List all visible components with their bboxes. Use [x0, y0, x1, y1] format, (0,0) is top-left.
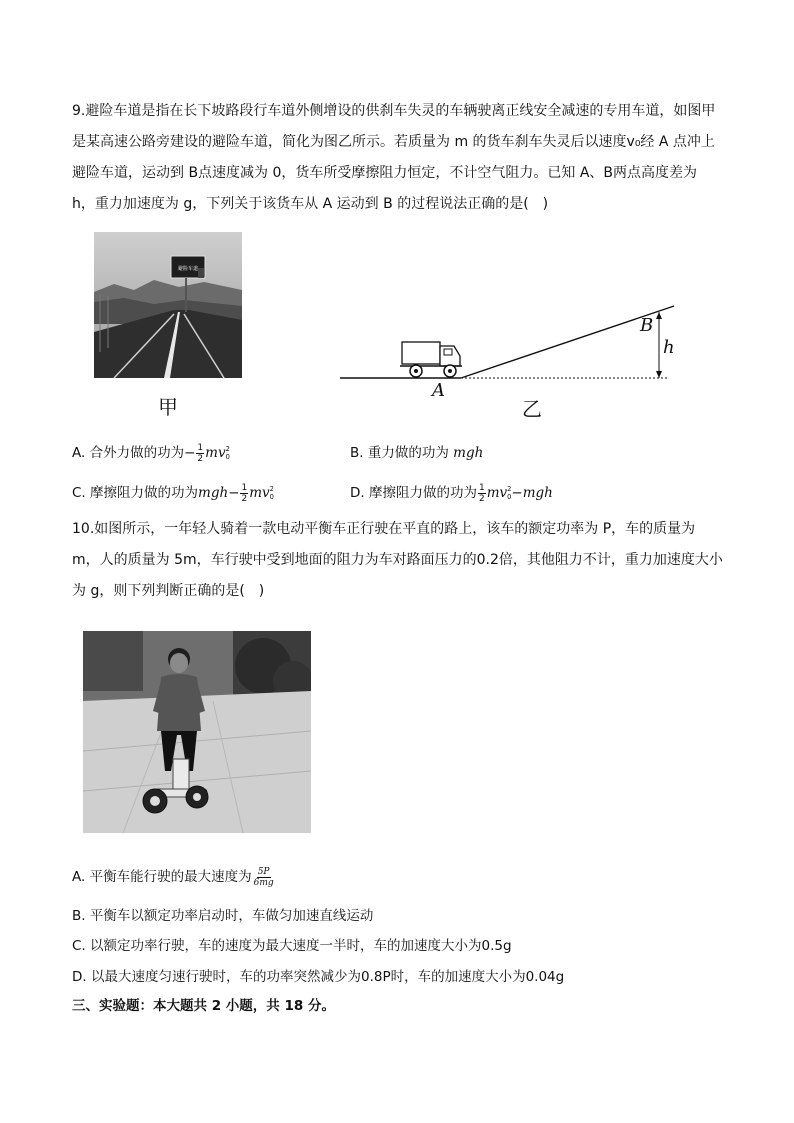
option-a-label: A. 平衡车能行驶的最大速度为	[72, 869, 252, 885]
option-d-label: D. 摩擦阻力做的功为	[350, 485, 477, 501]
option-a-label: A. 合外力做的功为	[72, 445, 185, 461]
math-mgh: mgh	[522, 485, 553, 501]
fraction: $\frac{1}{2}$	[241, 482, 248, 504]
minus-sign: −	[184, 445, 196, 461]
caption-yi: 乙	[522, 397, 542, 421]
label-b: B	[640, 315, 654, 336]
math-mv: mv	[486, 485, 508, 501]
caption-jia: 甲	[158, 395, 178, 419]
balance-scooter-photo	[83, 631, 311, 833]
minus-sign: −	[228, 485, 240, 501]
section-heading: 三、实验题：本大题共 2 小题，共 18 分。	[72, 998, 335, 1014]
q9-option-c[interactable]: C. 摩擦阻力做的功为mgh− $\frac{1}{2}$ mv 2 0	[72, 482, 274, 504]
question-9-stem: 9.避险车道是指在长下坡路段行车道外侧增设的供刹车失灵的车辆驶离正线安全减速的专用车道，如图甲是某高速公路旁建设的避险车道，简化为图乙所示。若质量为 m 的货车刹车失灵后以速度v₀经 A 点冲上避险车道，运动到 B点速度减为 0，货车所受摩擦阻力恒定，不计空气阻力。已知 A、B两点高度差为 h，重力加速度为 g，下列关于该货车从 A 运动到 B 的过程说法正确的是( )	[72, 103, 716, 212]
option-c-label: C. 摩擦阻力做的功为	[72, 485, 199, 501]
truck-icon	[400, 342, 462, 377]
q10-option-b[interactable]: B. 平衡车以额定功率启动时，车做匀加速直线运动	[72, 908, 374, 924]
q9-option-d[interactable]: D. 摩擦阻力做的功为 $\frac{1}{2}$ mv 2 0 −mgh	[350, 482, 553, 504]
q10-option-d[interactable]: D. 以最大速度匀速行驶时，车的功率突然减少为0.8P时，车的加速度大小为0.04g	[72, 969, 565, 985]
label-a: A	[432, 380, 445, 401]
math-mgh: mgh	[453, 445, 484, 461]
label-h: h	[663, 337, 675, 358]
option-b-label: B. 重力做的功为	[350, 445, 454, 461]
question-10-stem: 10.如图所示，一年轻人骑着一款电动平衡车正行驶在平直的路上，该车的额定功率为 P，车的质量为 m，人的质量为 5m，车行驶中受到地面的阻力为车对路面压力的0.2倍，其他阻力不计，重力加速度大小为 g，则下列判断正确的是( )	[72, 521, 723, 599]
fraction: $\frac{1}{2}$	[478, 482, 485, 504]
q10-option-a[interactable]	[72, 865, 276, 888]
q9-option-b[interactable]	[350, 441, 483, 461]
q10-option-c[interactable]: C. 以额定功率行驶，车的速度为最大速度一半时，车的加速度大小为0.5g	[72, 938, 512, 954]
math-mgh: mgh	[198, 485, 229, 501]
escape-lane-diagram	[336, 300, 676, 390]
math-mv: mv	[249, 485, 270, 501]
minus-sign: −	[511, 485, 523, 501]
q9-option-a[interactable]: A. 合外力做的功为− $\frac{1}{2}$ mv 2 0	[72, 442, 230, 464]
math-mv: mv	[205, 445, 226, 461]
escape-lane-photo	[94, 232, 242, 378]
sign-text: 避险车道	[177, 266, 199, 272]
fraction: $\frac{5P}{6mg}$	[253, 866, 274, 888]
fraction: $\frac{1}{2}$	[197, 442, 204, 464]
